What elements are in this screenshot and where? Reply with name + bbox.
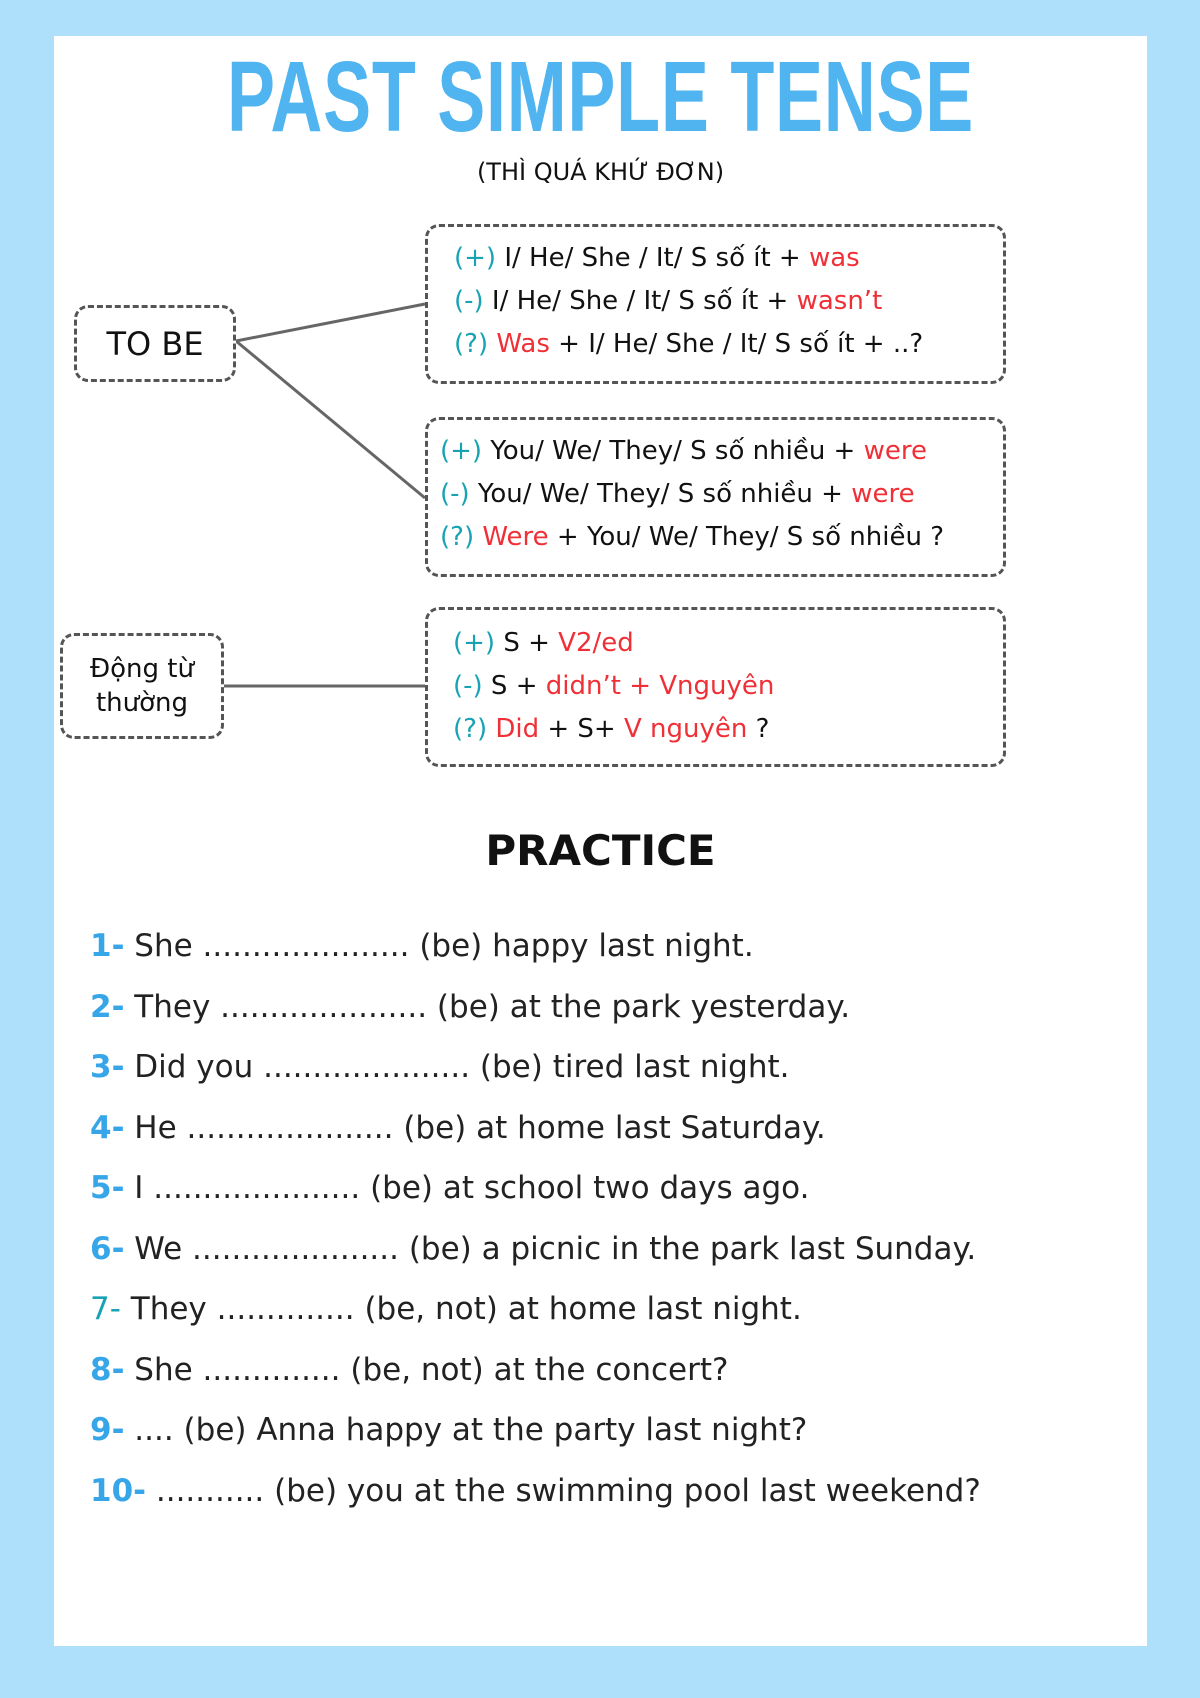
exercise-item [90, 1098, 981, 1159]
exercise-number: 6- [90, 1230, 125, 1267]
exercise-number: 9- [90, 1412, 125, 1448]
practice-title: PRACTICE [485, 826, 716, 875]
exercise-item [90, 1461, 981, 1522]
exercise-text: They ..................... (be) at the park yesterday. [124, 988, 851, 1025]
exercise-number: 4- [90, 1109, 125, 1146]
formula-text: S + [495, 628, 559, 658]
to-be-plural-box [425, 417, 1006, 577]
exercise-text: .... (be) Anna happy at the party last night? [124, 1412, 808, 1448]
formula-keyword: Was [496, 329, 550, 359]
connector-tobe-plural [236, 341, 425, 498]
exercise-text: They .............. (be, not) at home last night. [120, 1291, 802, 1327]
formula-text: I/ He/ She / It/ S số ít + [496, 243, 809, 273]
formula-line [454, 237, 1003, 280]
exercise-item [90, 977, 981, 1038]
formula-keyword: were [851, 479, 915, 509]
to-be-singular-box [425, 224, 1006, 384]
exercise-item [90, 1400, 981, 1461]
exercise-number: 10- [90, 1472, 147, 1509]
regular-verb-node: Động từ thường [60, 633, 224, 739]
exercise-text: I ..................... (be) at school two days ago. [124, 1170, 810, 1206]
formula-line [453, 665, 1003, 708]
page-title: PAST SIMPLE TENSE [226, 41, 974, 153]
exercise-number: 7- [90, 1291, 121, 1327]
formula-line [453, 708, 1003, 751]
regular-verb-box [425, 607, 1006, 767]
formula-text: + I/ He/ She / It/ S số ít + ..? [549, 329, 924, 359]
formula-sign: (?) [454, 329, 489, 359]
exercise-text: We ..................... (be) a picnic in the park last Sunday. [124, 1230, 977, 1267]
exercise-text: She ..................... (be) happy last night. [124, 928, 754, 964]
formula-text: + S+ [539, 714, 624, 744]
formula-keyword: didn’t + Vnguyên [545, 671, 775, 701]
formula-keyword: wasn’t [796, 286, 883, 316]
formula-sign: (?) [440, 522, 475, 552]
exercise-text: She .............. (be, not) at the concert? [124, 1351, 729, 1388]
exercise-list [90, 916, 981, 1521]
formula-text: S + [482, 671, 546, 701]
exercise-item [90, 1279, 981, 1340]
exercise-number: 8- [90, 1351, 125, 1388]
formula-sign: (+) [440, 436, 483, 466]
formula-keyword: were [863, 436, 927, 466]
to-be-node: TO BE [74, 305, 236, 382]
formula-sign: (-) [453, 671, 483, 701]
formula-keyword: Were [482, 522, 549, 552]
formula-text: + You/ We/ They/ S số nhiều ? [548, 522, 944, 552]
exercise-number: 5- [90, 1170, 125, 1206]
exercise-item [90, 1037, 981, 1098]
formula-sign: (+) [453, 628, 496, 658]
formula-text: You/ We/ They/ S số nhiều + [482, 436, 864, 466]
formula-text: ? [747, 714, 770, 744]
connector-tobe-singular [236, 304, 425, 341]
exercise-text: He ..................... (be) at home last Saturday. [124, 1109, 826, 1146]
formula-text: You/ We/ They/ S số nhiều + [469, 479, 852, 509]
formula-line [440, 430, 1003, 473]
exercise-number: 1- [90, 928, 125, 964]
formula-line [454, 280, 1003, 323]
exercise-text: Did you ..................... (be) tired last night. [124, 1049, 790, 1085]
formula-keyword: Did [495, 714, 540, 744]
formula-keyword: was [808, 243, 860, 273]
exercise-text: ........... (be) you at the swimming pool last weekend? [146, 1472, 981, 1509]
exercise-number: 3- [90, 1049, 125, 1085]
formula-line [440, 516, 1003, 559]
formula-line [454, 323, 1003, 366]
exercise-item [90, 916, 981, 977]
page-subtitle: (THÌ QUÁ KHỨ ĐƠN) [476, 158, 725, 186]
exercise-number: 2- [90, 988, 125, 1025]
exercise-item [90, 1219, 981, 1280]
formula-keyword: V nguyên [623, 714, 748, 744]
formula-line [440, 473, 1003, 516]
formula-line [453, 622, 1003, 665]
exercise-item [90, 1340, 981, 1401]
formula-sign: (-) [454, 286, 484, 316]
formula-keyword: V2/ed [558, 628, 634, 658]
exercise-item [90, 1158, 981, 1219]
formula-sign: (-) [440, 479, 470, 509]
formula-text: I/ He/ She / It/ S số ít + [483, 286, 797, 316]
formula-sign: (?) [453, 714, 488, 744]
formula-sign: (+) [454, 243, 497, 273]
worksheet [54, 36, 1147, 1646]
